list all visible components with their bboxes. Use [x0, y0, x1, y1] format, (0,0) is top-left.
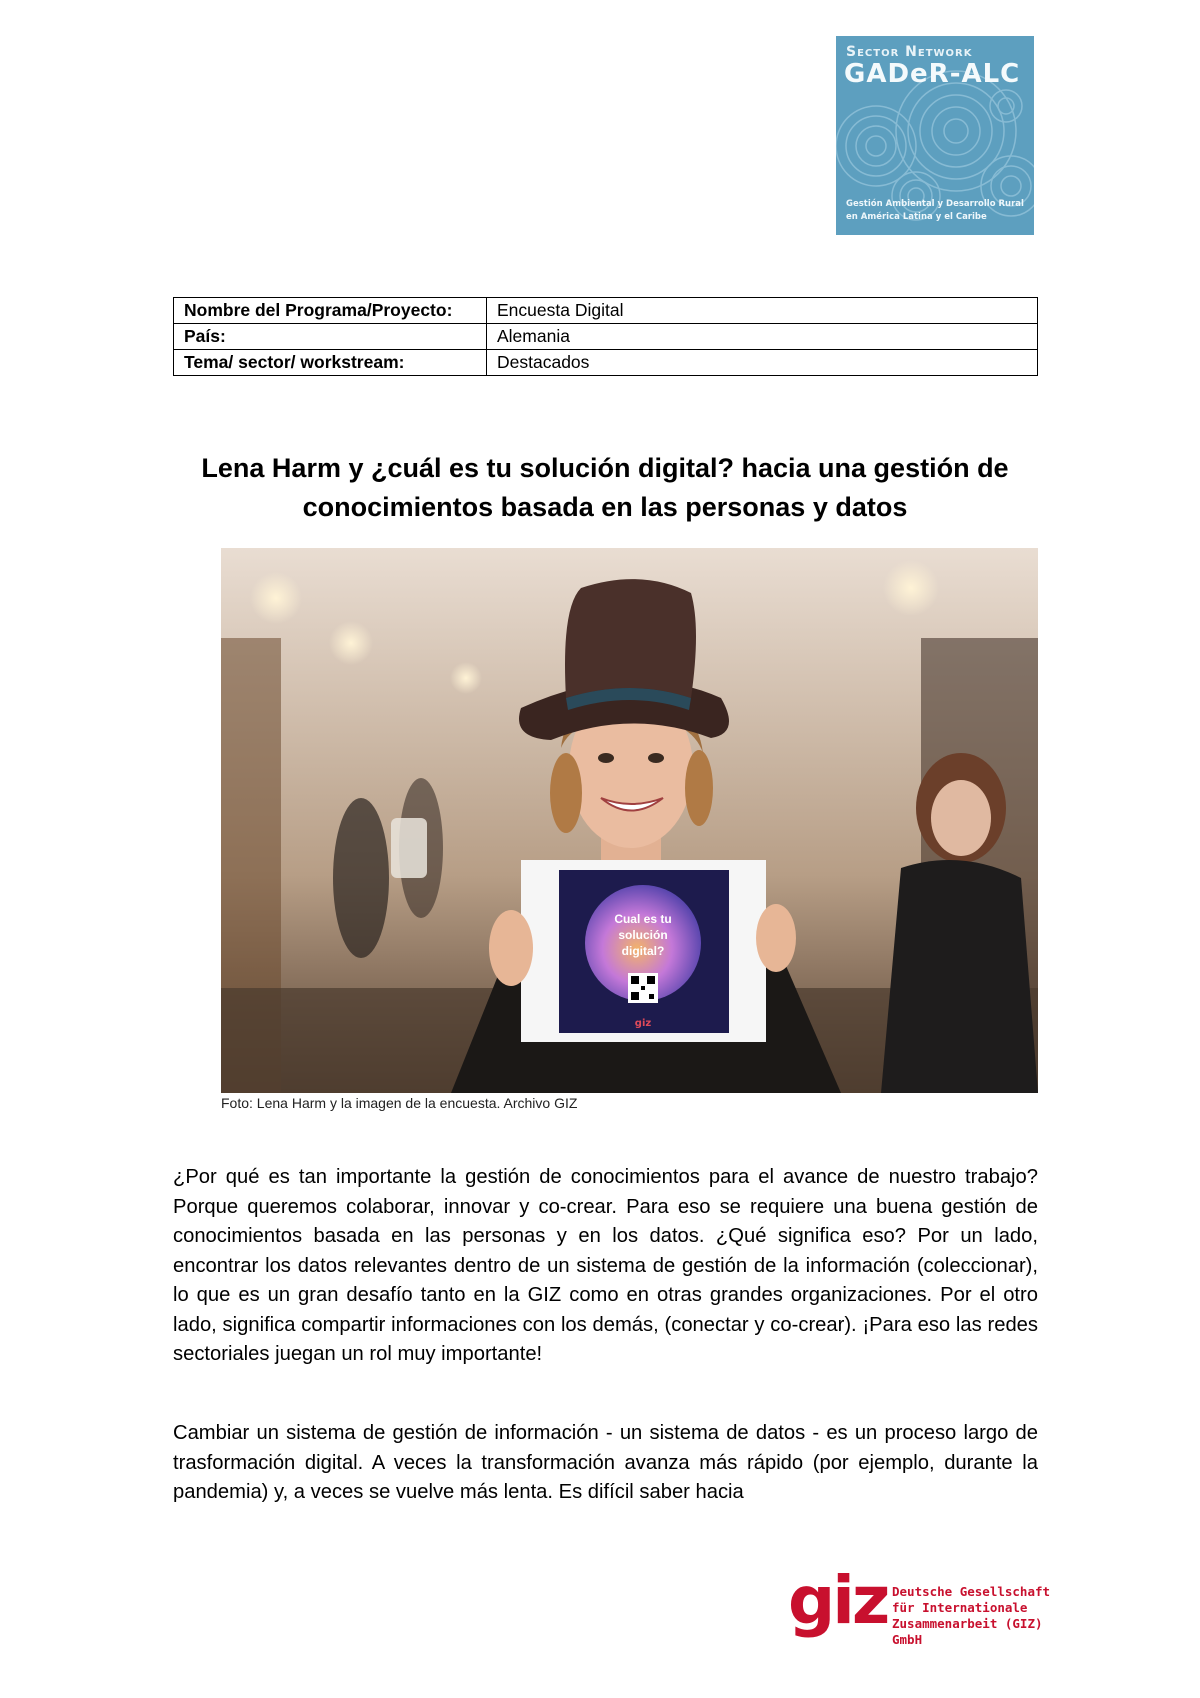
topic-value: Destacados: [487, 350, 1038, 376]
svg-text:giz: giz: [634, 1018, 652, 1029]
photo-illustration: [221, 548, 1038, 1093]
program-name-value: Encuesta Digital: [487, 298, 1038, 324]
table-row: [174, 298, 1038, 324]
program-name-label: Nombre del Programa/Proyecto:: [174, 298, 487, 324]
svg-text:digital?: digital?: [621, 944, 665, 958]
svg-text:Cual es tu: Cual es tu: [614, 912, 672, 926]
topic-label: Tema/ sector/ workstream:: [174, 350, 487, 376]
country-label: País:: [174, 324, 487, 350]
giz-logo-text: [892, 1584, 1078, 1648]
giz-logo-line-2: für Internationale: [892, 1600, 1028, 1615]
program-info-table: [173, 297, 1038, 376]
table-row: [174, 350, 1038, 376]
body-paragraph-1: ¿Por qué es tan importante la gestión de conocimientos para el avance de nuestro trabajo? Porque queremos colaborar, innovar y co-crear. Para eso se requiere una buena gestión de conocimientos basada en las personas y en los datos. ¿Qué significa eso? Por un lado, encontrar los datos relevantes dentro de un sistema de gestión de la información (coleccionar), lo que es un gran desafío tanto en la GIZ como en otras grandes organizaciones. Por el otro lado, significa compartir informaciones con los demás, (conectar y co-crear). ¡Para eso las redes sectoriales juegan un rol muy importante!: [173, 1166, 1038, 1365]
table-row: [174, 324, 1038, 350]
country-value: Alemania: [487, 324, 1038, 350]
photo-caption: Foto: Lena Harm y la imagen de la encuesta. Archivo GIZ: [221, 1095, 578, 1111]
svg-text:solución: solución: [618, 928, 668, 942]
body-paragraph-2: Cambiar un sistema de gestión de información - un sistema de datos - es un proceso largo de trasformación digital. A veces la transformación avanza más rápido (por ejemplo, durante la pandemia) y, a veces se vuelve más lenta. Es difícil saber hacia: [173, 1422, 1038, 1503]
sector-network-logo: [836, 36, 1034, 235]
giz-logo-line-1: Deutsche Gesellschaft: [892, 1584, 1051, 1599]
giz-logo: [788, 1562, 1078, 1650]
logo-line-3: Gestión Ambiental y Desarrollo Rural en América Latina y el Caribe: [846, 199, 1024, 222]
giz-logo-mark: giz: [788, 1562, 888, 1639]
article-title: Lena Harm y ¿cuál es tu solución digital? hacia una gestión de conocimientos basada en las personas y datos: [201, 453, 1009, 522]
giz-logo-line-3: Zusammenarbeit (GIZ) GmbH: [892, 1616, 1043, 1647]
logo-line-2: GADeR-ALC: [844, 59, 1021, 89]
article-photo: [221, 548, 1038, 1093]
logo-line-1: Sector Network: [846, 44, 973, 60]
